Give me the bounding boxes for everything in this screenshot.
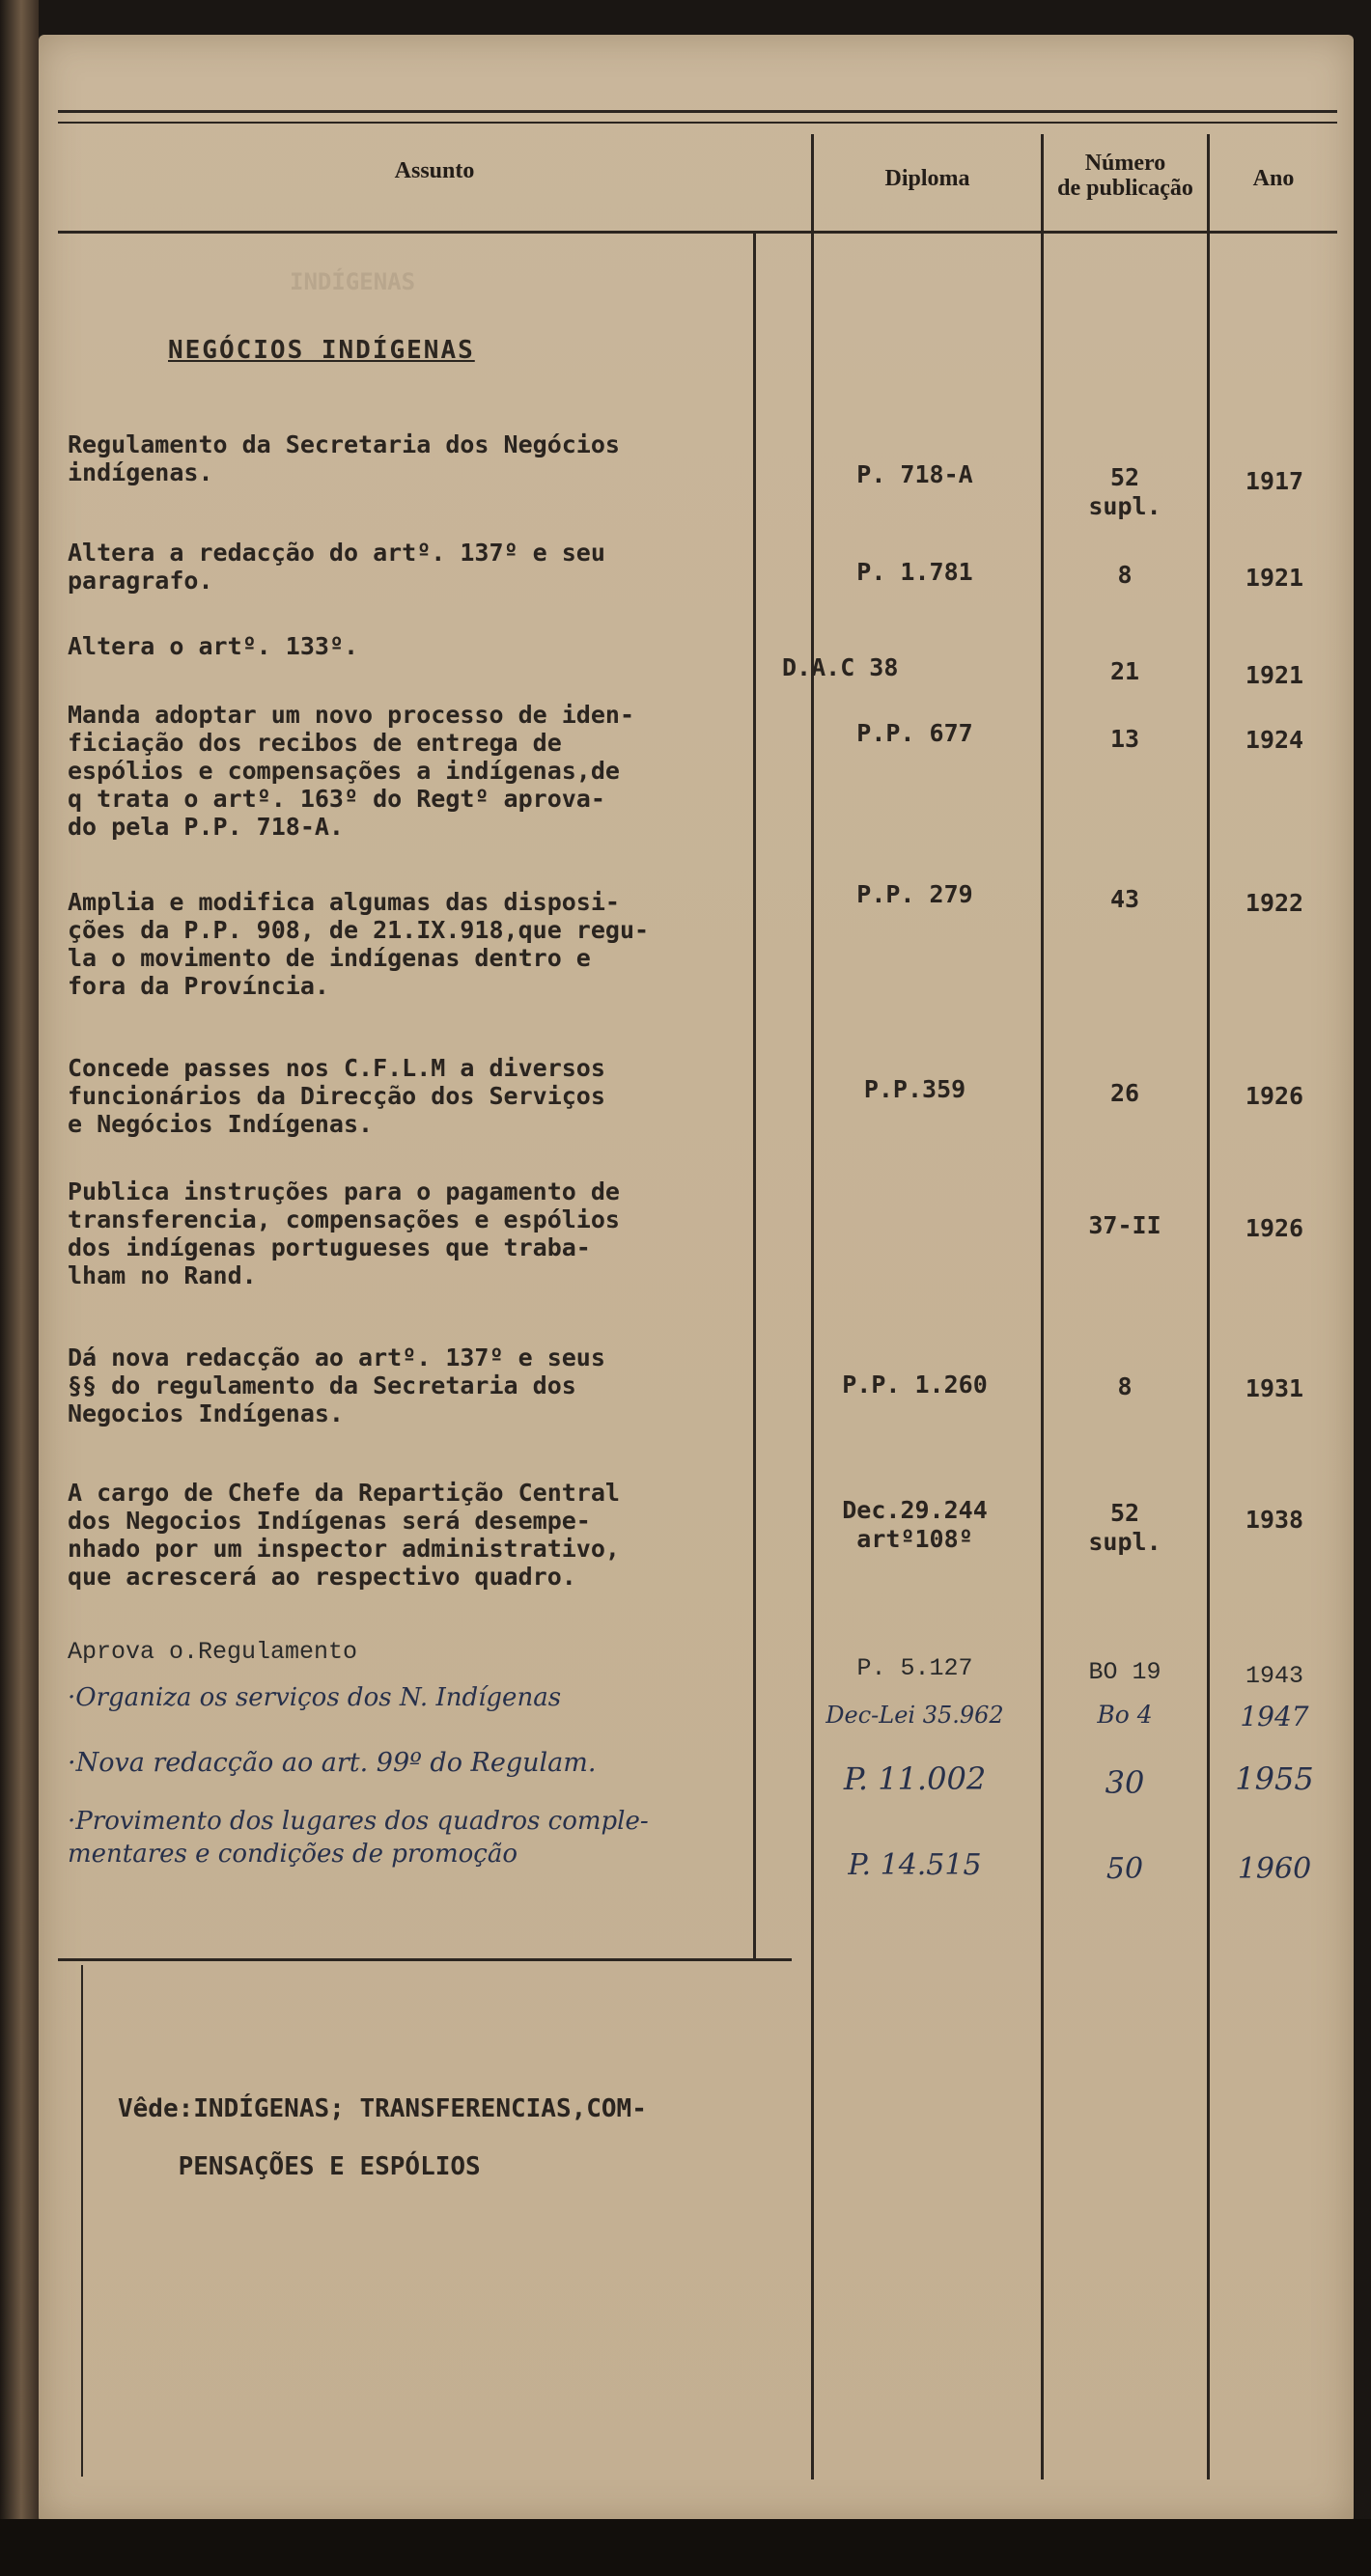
entry-10-assunto: Aprova o.Regulamento [68,1638,358,1666]
entry-7-assunto: Publica instruções para o pagamento de transferencia, compensações e espólios dos indígenas portugueses que traba- lham no Rand. [68,1177,620,1289]
entry-5-numero: 43 [1109,885,1140,913]
entry-7-numero: 37-II [1088,1211,1161,1239]
entry-5-assunto: Amplia e modifica algumas das disposi- ções da P.P. 908, de 21.IX.918,que regu- la o movimento de indígenas dentro e fora da Província. [68,888,650,1000]
entry-5-ano: 1922 [1245,889,1304,917]
entry-3-ano: 1921 [1245,661,1304,689]
top-double-rule-2 [58,122,1337,124]
entry-11-assunto: ·Organiza os serviços dos N. Indígenas [68,1683,562,1712]
entry-9-ano: 1938 [1245,1506,1304,1534]
header-ano: Ano [1252,166,1295,191]
entry-4-ano: 1924 [1245,726,1304,754]
faded-offset-text: INDÍGENAS [290,268,416,295]
entry-6-diploma: P.P.359 [863,1075,966,1103]
entry-8-assunto: Dá nova redacção ao artº. 137º e seus §§ do regulamento da Secretaria dos Negocios Indígenas. [68,1343,605,1427]
entry-12-numero: 30 [1105,1764,1145,1801]
entry-13-assunto: ·Provimento dos lugares dos quadros comple- mentares e condições de promoção [68,1807,649,1869]
entry-10-numero: BO 19 [1088,1658,1161,1686]
entry-6-numero: 26 [1109,1079,1140,1107]
top-double-rule-1 [58,110,1337,113]
entry-13-ano: 1960 [1237,1852,1312,1886]
header-assunto: Assunto [394,158,475,183]
entry-11-numero: Bo 4 [1097,1701,1153,1729]
column-rule-footer-left [81,1965,83,2477]
book-binding-edge [0,0,39,2576]
header-numero-line2: de publicação [1057,176,1193,201]
entry-4-numero: 13 [1109,725,1140,753]
entry-11-ano: 1947 [1240,1701,1309,1732]
entry-8-numero: 8 [1117,1372,1133,1400]
entry-2-ano: 1921 [1245,564,1304,592]
bottom-background [0,2519,1371,2576]
entry-9-numero: 52 supl. [1088,1499,1161,1556]
entry-10-ano: 1943 [1245,1662,1303,1690]
header-numero-line1: Número [1084,151,1166,176]
entry-13-diploma: P. 14.515 [848,1848,982,1882]
entry-2-numero: 8 [1117,561,1133,589]
entry-3-diploma: D.A.C 38 [782,653,899,681]
entry-4-diploma: P.P. 677 [856,719,973,747]
entry-1-numero: 52 supl. [1088,463,1161,520]
entry-8-diploma: P.P. 1.260 [842,1371,988,1399]
entry-5-diploma: P.P. 279 [856,880,973,908]
entry-12-ano: 1955 [1235,1760,1314,1797]
cross-reference-note: Vêde:INDÍGENAS; TRANSFERENCIAS,COM- PENSAÇÕES E ESPÓLIOS [118,2094,647,2181]
entry-9-diploma: Dec.29.244 artº108º [842,1496,988,1553]
entry-6-ano: 1926 [1245,1082,1304,1110]
entry-6-assunto: Concede passes nos C.F.L.M a diversos funcionários da Direcção dos Serviços e Negócios Indígenas. [68,1054,605,1138]
entry-7-ano: 1926 [1245,1214,1304,1242]
entry-3-assunto: Altera o artº. 133º. [68,632,359,660]
entry-8-ano: 1931 [1245,1374,1304,1402]
entry-9-assunto: A cargo de Chefe da Repartição Central dos Negocios Indígenas será desempe- nhado por um inspector administrativo, que acrescerá ao respectivo quadro. [68,1479,620,1591]
header-numero [1044,151,1207,201]
header-diploma: Diploma [884,166,970,191]
entry-10-diploma: P. 5.127 [856,1654,973,1682]
entry-1-ano: 1917 [1245,467,1304,495]
entry-12-diploma: P. 11.002 [843,1760,987,1797]
entry-11-diploma: Dec-Lei 35.962 [825,1702,1004,1729]
entry-1-assunto: Regulamento da Secretaria dos Negócios indígenas. [68,430,620,486]
header-bottom-rule [58,231,1337,234]
column-rule-numero-left [1041,134,1044,2479]
section-heading: NEGÓCIOS INDÍGENAS [168,336,475,365]
entry-2-assunto: Altera a redacção do artº. 137º e seu paragrafo. [68,539,605,595]
entry-13-numero: 50 [1105,1852,1144,1886]
entry-12-assunto: ·Nova redacção ao art. 99º do Regulam. [68,1748,597,1778]
entry-1-diploma: P. 718-A [856,460,973,488]
subject-end-rule [58,1958,792,1961]
entry-2-diploma: P. 1.781 [856,558,973,586]
entry-3-numero: 21 [1109,657,1140,685]
entry-4-assunto: Manda adoptar um novo processo de iden- ficiação dos recibos de entrega de espólios e compensações a indígenas,de q trata o artº. 163º do Regtº aprova- do pela P.P. 718-A. [68,701,634,841]
